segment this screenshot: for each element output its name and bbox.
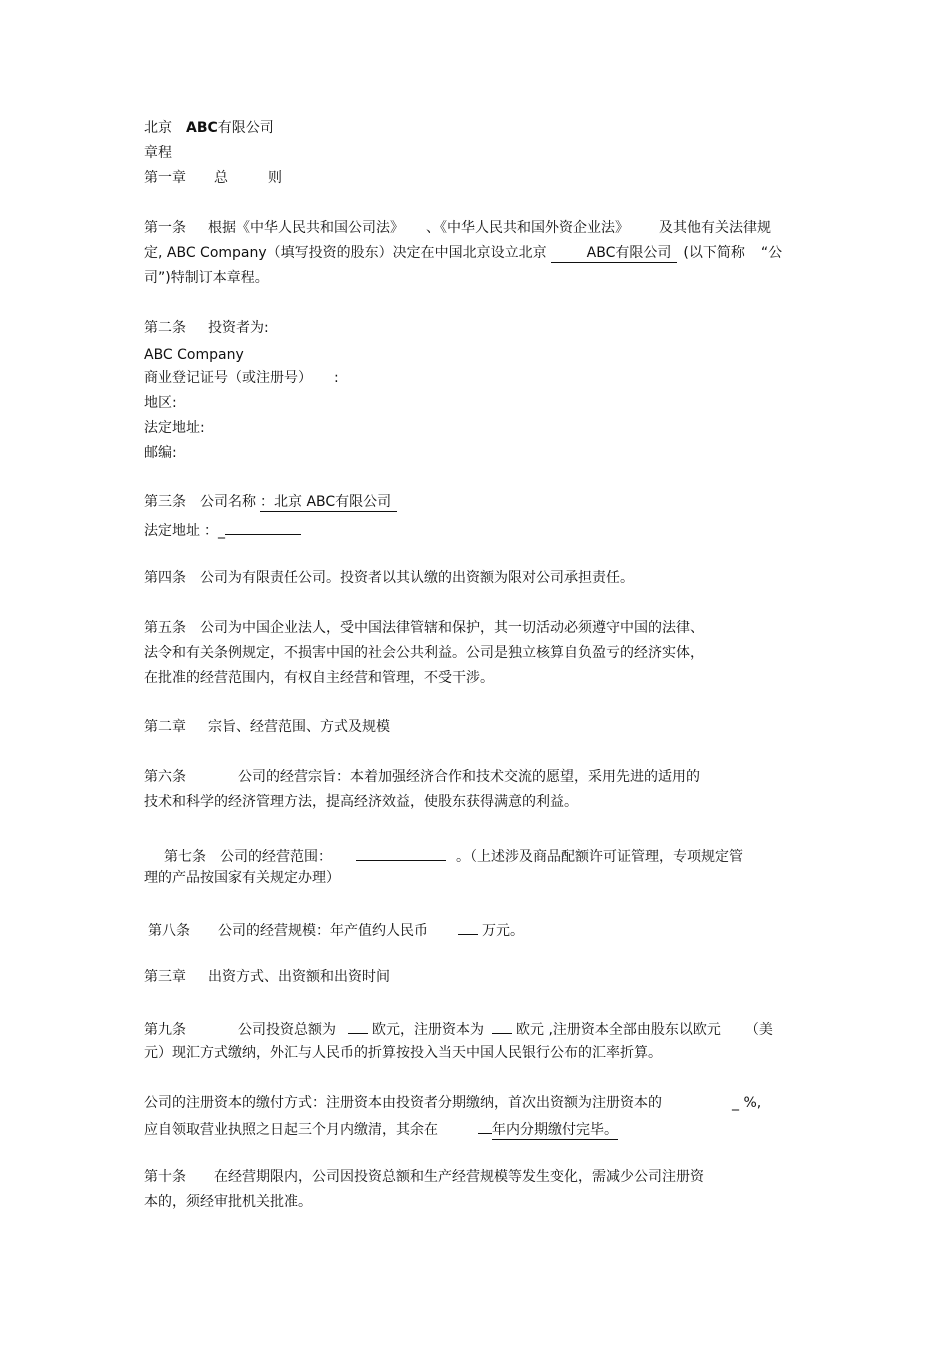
article-5-line-2: 法令和有关条例规定，不损害中国的社会公共利益。公司是独立核算自负盈亏的经济实体，	[144, 645, 704, 661]
article-1-line-3: 司”)特制订本章程。	[144, 270, 269, 286]
doc-title: 北京 ABC有限公司	[144, 120, 274, 136]
legal-address-blank	[225, 520, 301, 535]
business-scope-blank	[356, 846, 446, 861]
payment-line-2: 应自领取营业执照之日起三个月内缴清，其余在 年内分期缴付完毕。	[144, 1119, 618, 1140]
article-7-line-2: 理的产品按国家有关规定办理）	[144, 870, 340, 886]
doc-subtitle: 章程	[144, 145, 172, 161]
article-1-line-2: 定, ABC Company（填写投资的股东）决定在中国北京设立北京 ABC有限公司 (以下简称 “公	[144, 245, 783, 261]
investor-postcode: 邮编:	[144, 445, 177, 461]
article-3-line-1: 第三条 公司名称 ：北京 ABC有限公司	[144, 493, 397, 512]
company-name-blank: ABC有限公司	[551, 244, 678, 263]
chapter-1-heading: 第一章 总 则	[144, 170, 282, 186]
article-6-line-2: 技术和科学的经济管理方法，提高经济效益，使股东获得满意的利益。	[144, 794, 578, 810]
article-9-line-2: 元）现汇方式缴纳，外汇与人民币的折算按投入当天中国人民银行公布的汇率折算。	[144, 1045, 662, 1061]
chapter-3-heading: 第三章 出资方式、出资额和出资时间	[144, 969, 390, 985]
payment-years-blank	[478, 1119, 492, 1134]
article-5-line-3: 在批准的经营范围内，有权自主经营和管理，不受干涉。	[144, 670, 494, 686]
investor-region: 地区:	[144, 395, 177, 411]
article-7-line-1: 第七条 公司的经营范围： 。（上述涉及商品配额许可证管理，专项规定管	[164, 846, 743, 866]
investor-address: 法定地址:	[144, 420, 205, 436]
article-2-heading: 第二条 投资者为:	[144, 320, 269, 336]
article-8: 第八条 公司的经营规模：年产值约人民币 万元。	[148, 920, 524, 940]
payment-line-1: 公司的注册资本的缴付方式：注册资本由投资者分期缴纳，首次出资额为注册资本的 _ %,	[144, 1095, 762, 1111]
investor-company: ABC Company	[144, 347, 244, 363]
registered-capital-blank	[492, 1019, 512, 1034]
article-6-line-1: 第六条 公司的经营宗旨：本着加强经济合作和技术交流的愿望，采用先进的适用的	[144, 769, 700, 785]
article-10-line-2: 本的，须经审批机关批准。	[144, 1194, 312, 1210]
total-investment-blank	[348, 1019, 368, 1034]
article-10-line-1: 第十条 在经营期限内，公司因投资总额和生产经营规模等发生变化，需减少公司注册资	[144, 1169, 704, 1185]
article-4: 第四条 公司为有限责任公司。投资者以其认缴的出资额为限对公司承担责任。	[144, 570, 634, 586]
article-5-line-1: 第五条 公司为中国企业法人，受中国法律管辖和保护，其一切活动必须遵守中国的法律、	[144, 620, 704, 636]
article-3-line-2: 法定地址 ：_	[144, 520, 301, 540]
article-1-line-1: 第一条 根据《中华人民共和国公司法》 、《中华人民共和国外资企业法》 及其他有关法律规	[144, 220, 771, 236]
business-registration-no: 商业登记证号（或注册号） :	[144, 370, 339, 386]
article-9-line-1: 第九条 公司投资总额为 欧元，注册资本为 欧元 ,注册资本全部由股东以欧元 （美	[144, 1019, 773, 1039]
annual-output-blank	[458, 920, 478, 935]
chapter-2-heading: 第二章 宗旨、经营范围、方式及规模	[144, 719, 390, 735]
